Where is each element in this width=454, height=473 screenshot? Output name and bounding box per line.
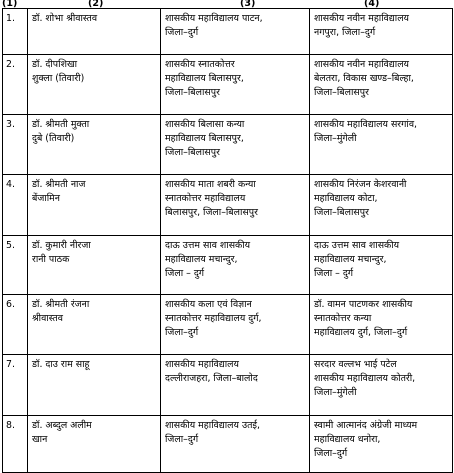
column-number-1: (1): [2, 0, 18, 9]
officer-name-cell: [28, 236, 161, 295]
current-posting-cell: [161, 9, 310, 55]
officer-name-cell: [28, 355, 161, 416]
current-posting-line: दल्लीराजहरा, जिला–बालोद: [165, 373, 258, 385]
officer-name-line: डॉ. शोभा श्रीवास्तव: [32, 13, 98, 24]
new-posting-line: शासकीय महाविद्यालय सरगांव,: [314, 119, 418, 130]
current-posting-line: जिला–बिलासपुर: [165, 147, 220, 159]
transfer-table: [2, 8, 453, 473]
officer-name-cell: [28, 175, 161, 236]
new-posting-cell: [310, 295, 453, 355]
table-row: [3, 55, 453, 115]
current-posting-line: जिला–दुर्ग: [165, 327, 199, 339]
current-posting-cell: [161, 295, 310, 355]
new-posting-cell: [310, 175, 453, 236]
current-posting-line: स्नातकोत्तर महाविद्यालय: [165, 193, 246, 205]
officer-name-line: डॉ. श्रीमती रंजना: [32, 299, 90, 310]
new-posting-cell: [310, 55, 453, 115]
officer-name-line: डॉ. दाउ राम साहू: [32, 359, 90, 370]
new-posting-line: जिला – दुर्ग: [314, 268, 354, 280]
current-posting-line: जिला–दुर्ग: [165, 27, 199, 39]
current-posting-cell: [161, 416, 310, 473]
new-posting-line: डॉ. वामन पाटणकर शासकीय: [314, 299, 413, 310]
column-number-4: (4): [364, 0, 380, 9]
current-posting-line: शासकीय महाविद्यालय: [165, 359, 239, 370]
current-posting-line: जिला–दुर्ग: [165, 434, 199, 446]
new-posting-line: स्नातकोत्तर कन्या: [314, 313, 372, 325]
new-posting-line: महाविद्यालय दुर्ग, जिला–दुर्ग: [314, 327, 408, 339]
current-posting-line: महाविद्यालय मचान्दुर,: [165, 254, 238, 266]
new-posting-cell: [310, 236, 453, 295]
serial-number-cell: 7.: [3, 355, 28, 416]
officer-name-line: श्रीवास्तव: [32, 313, 63, 325]
officer-name-cell: [28, 9, 161, 55]
serial-number-cell: 1.: [3, 9, 28, 55]
current-posting-line: शासकीय स्नातकोत्तर: [165, 59, 235, 70]
current-posting-line: महाविद्यालय बिलासपुर,: [165, 73, 244, 85]
new-posting-line: बेलतरा, विकास खण्ड–बिल्हा,: [314, 73, 414, 85]
new-posting-line: महाविद्यालय धनोरा,: [314, 434, 381, 446]
serial-number-cell: 4.: [3, 175, 28, 236]
officer-name-line: शुक्ला (तिवारी): [32, 73, 85, 85]
new-posting-line: स्वामी आत्मानंद अंग्रेजी माध्यम: [314, 420, 418, 431]
officer-name-line: डॉ. श्रीमती नाज: [32, 179, 86, 190]
new-posting-line: जिला–मुंगेली: [314, 387, 357, 399]
current-posting-line: दाऊ उत्तम साव शासकीय: [165, 240, 251, 251]
table-row: [3, 175, 453, 236]
column-number-3: (3): [240, 0, 256, 9]
new-posting-cell: [310, 9, 453, 55]
new-posting-line: दाऊ उत्तम साव शासकीय: [314, 240, 400, 251]
new-posting-line: शासकीय नवीन महाविद्यालय: [314, 13, 409, 24]
current-posting-line: बिलासपुर, जिला–बिलासपुर: [165, 207, 258, 219]
table-row: [3, 355, 453, 416]
officer-name-line: दुबे (तिवारी): [32, 133, 75, 145]
new-posting-line: शासकीय महाविद्यालय कोतरी,: [314, 373, 416, 385]
serial-number-cell: 3.: [3, 115, 28, 175]
serial-number-cell: 5.: [3, 236, 28, 295]
table-row: [3, 416, 453, 473]
new-posting-line: शासकीय नवीन महाविद्यालय: [314, 59, 409, 70]
officer-name-line: खान: [32, 434, 48, 446]
officer-name-cell: [28, 55, 161, 115]
officer-name-line: डॉ. अब्दुल अलीम: [32, 420, 92, 431]
new-posting-cell: [310, 416, 453, 473]
new-posting-line: सरदार वल्लभ भाई पटेल: [314, 359, 397, 370]
new-posting-line: जिला–दुर्ग: [314, 448, 348, 460]
new-posting-line: जिला–बिलासपुर: [314, 207, 369, 219]
officer-name-cell: [28, 295, 161, 355]
current-posting-line: जिला – दुर्ग: [165, 268, 205, 280]
current-posting-cell: [161, 115, 310, 175]
new-posting-cell: [310, 355, 453, 416]
column-number-2: (2): [88, 0, 104, 9]
table-row: [3, 115, 453, 175]
officer-name-cell: [28, 416, 161, 473]
current-posting-line: शासकीय महाविद्यालय उतई,: [165, 420, 261, 431]
table-row: [3, 236, 453, 295]
current-posting-line: शासकीय कला एवं विज्ञान: [165, 299, 252, 310]
current-posting-cell: [161, 355, 310, 416]
current-posting-line: महाविद्यालय बिलासपुर,: [165, 133, 244, 145]
current-posting-line: शासकीय बिलासा कन्या: [165, 119, 245, 130]
serial-number-cell: 2.: [3, 55, 28, 115]
current-posting-cell: [161, 55, 310, 115]
officer-name-line: डॉ. दीपशिखा: [32, 59, 78, 70]
officer-name-line: रानी पाठक: [32, 254, 70, 266]
current-posting-cell: [161, 236, 310, 295]
new-posting-line: जिला–मुंगेली: [314, 133, 357, 145]
current-posting-line: शासकीय महाविद्यालय पाटन,: [165, 13, 263, 24]
current-posting-line: स्नातकोत्तर महाविद्यालय दुर्ग,: [165, 313, 262, 325]
table-row: [3, 295, 453, 355]
new-posting-line: जिला–बिलासपुर: [314, 87, 369, 99]
serial-number-cell: 6.: [3, 295, 28, 355]
new-posting-line: नगपुरा, जिला–दुर्ग: [314, 27, 376, 39]
table-row: [3, 9, 453, 55]
serial-number-cell: 8.: [3, 416, 28, 473]
new-posting-line: महाविद्यालय मचान्दुर,: [314, 254, 387, 266]
officer-name-line: बेंजामिन: [32, 193, 60, 205]
current-posting-line: जिला–बिलासपुर: [165, 87, 220, 99]
current-posting-line: शासकीय माता शबरी कन्या: [165, 179, 256, 190]
new-posting-cell: [310, 115, 453, 175]
officer-name-line: डॉ. श्रीमती मुक्ता: [32, 119, 90, 130]
officer-name-cell: [28, 115, 161, 175]
new-posting-line: महाविद्यालय कोटा,: [314, 193, 378, 205]
officer-name-line: डॉ. कुमारी नीरजा: [32, 240, 91, 251]
current-posting-cell: [161, 175, 310, 236]
new-posting-line: शासकीय निरंजन केशरवानी: [314, 179, 407, 190]
